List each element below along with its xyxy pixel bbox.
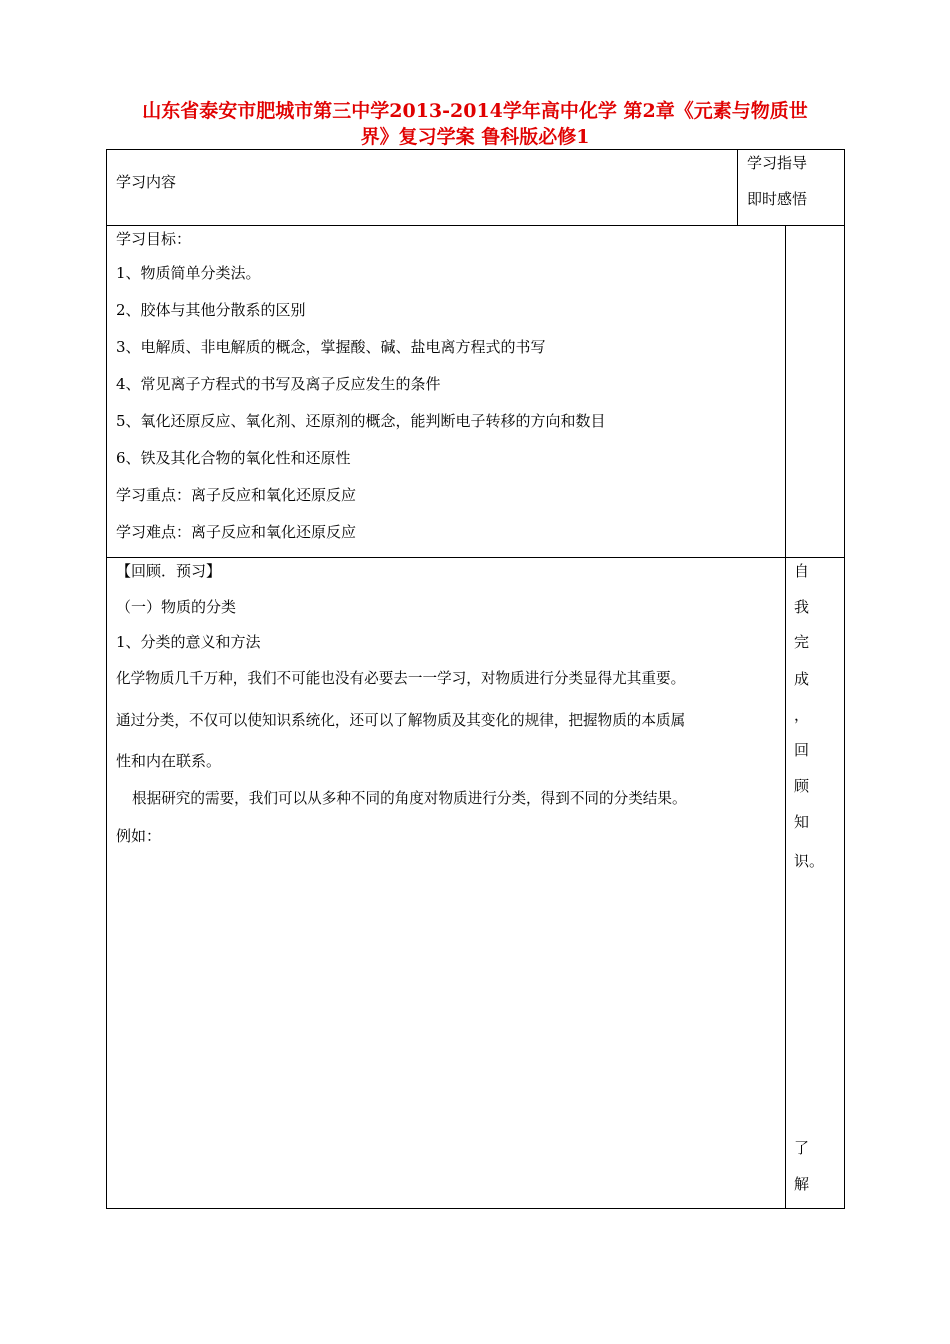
header-insight-label: 即时感悟 <box>747 190 808 208</box>
review-paragraph-1-line-1: 化学物质几千万种，我们不可能也没有必要去一一学习，对物质进行分类显得尤其重要。 <box>116 670 686 687</box>
objective-item-6: 6、铁及其化合物的氧化性和还原性 <box>116 449 351 467</box>
review-cell <box>106 557 786 1209</box>
objective-item-1: 1、物质简单分类法。 <box>116 264 261 282</box>
objective-item-2: 2、胶体与其他分散系的区别 <box>116 301 306 319</box>
key-point: 学习重点：离子反应和氧化还原反应 <box>116 486 357 504</box>
document-title <box>90 98 860 150</box>
side-note-char-7: 顾 <box>794 777 810 795</box>
title-line-2: 界》复习学案 鲁科版必修1 <box>360 126 590 148</box>
side-note-char-5: ， <box>794 706 810 724</box>
side-note-char-6: 回 <box>794 741 810 759</box>
objective-item-3: 3、电解质、非电解质的概念，掌握酸、碱、盐电离方程式的书写 <box>116 338 546 356</box>
review-heading: 【回顾．预习】 <box>116 562 222 580</box>
side-note-char-9: 识。 <box>794 852 825 870</box>
side-note-bottom-char-1: 了 <box>794 1139 810 1157</box>
side-note-char-4: 成 <box>794 670 810 688</box>
header-content-label: 学习内容 <box>116 173 177 191</box>
objective-item-4: 4、常见离子方程式的书写及离子反应发生的条件 <box>116 375 441 393</box>
review-paragraph-1-line-3: 性和内在联系。 <box>116 752 222 770</box>
side-note-char-2: 我 <box>794 598 810 616</box>
header-content-cell <box>106 149 738 226</box>
side-note-char-3: 完 <box>794 633 810 651</box>
title-line-1: 山东省泰安市肥城市第三中学2013-2014学年高中化学 第2章《元素与物质世 <box>142 100 808 122</box>
difficult-point: 学习难点：离子反应和氧化还原反应 <box>116 523 357 541</box>
review-example-label: 例如： <box>116 827 162 845</box>
review-subsection-title: 1、分类的意义和方法 <box>116 633 261 651</box>
objectives-side-cell <box>785 225 845 558</box>
review-side-cell <box>785 557 845 1209</box>
header-guide-label: 学习指导 <box>747 154 808 172</box>
objectives-heading: 学习目标： <box>116 230 192 248</box>
review-paragraph-2: 根据研究的需要，我们可以从多种不同的角度对物质进行分类，得到不同的分类结果。 <box>132 790 687 807</box>
review-paragraph-1-line-2: 通过分类，不仅可以使知识系统化，还可以了解物质及其变化的规律，把握物质的本质属 <box>116 712 686 729</box>
side-note-char-1: 自 <box>794 562 810 580</box>
objective-item-5: 5、氧化还原反应、氧化剂、还原剂的概念，能判断电子转移的方向和数目 <box>116 412 606 430</box>
review-section-title: （一）物质的分类 <box>116 598 237 616</box>
side-note-bottom-char-2: 解 <box>794 1175 810 1193</box>
side-note-char-8: 知 <box>794 813 810 831</box>
